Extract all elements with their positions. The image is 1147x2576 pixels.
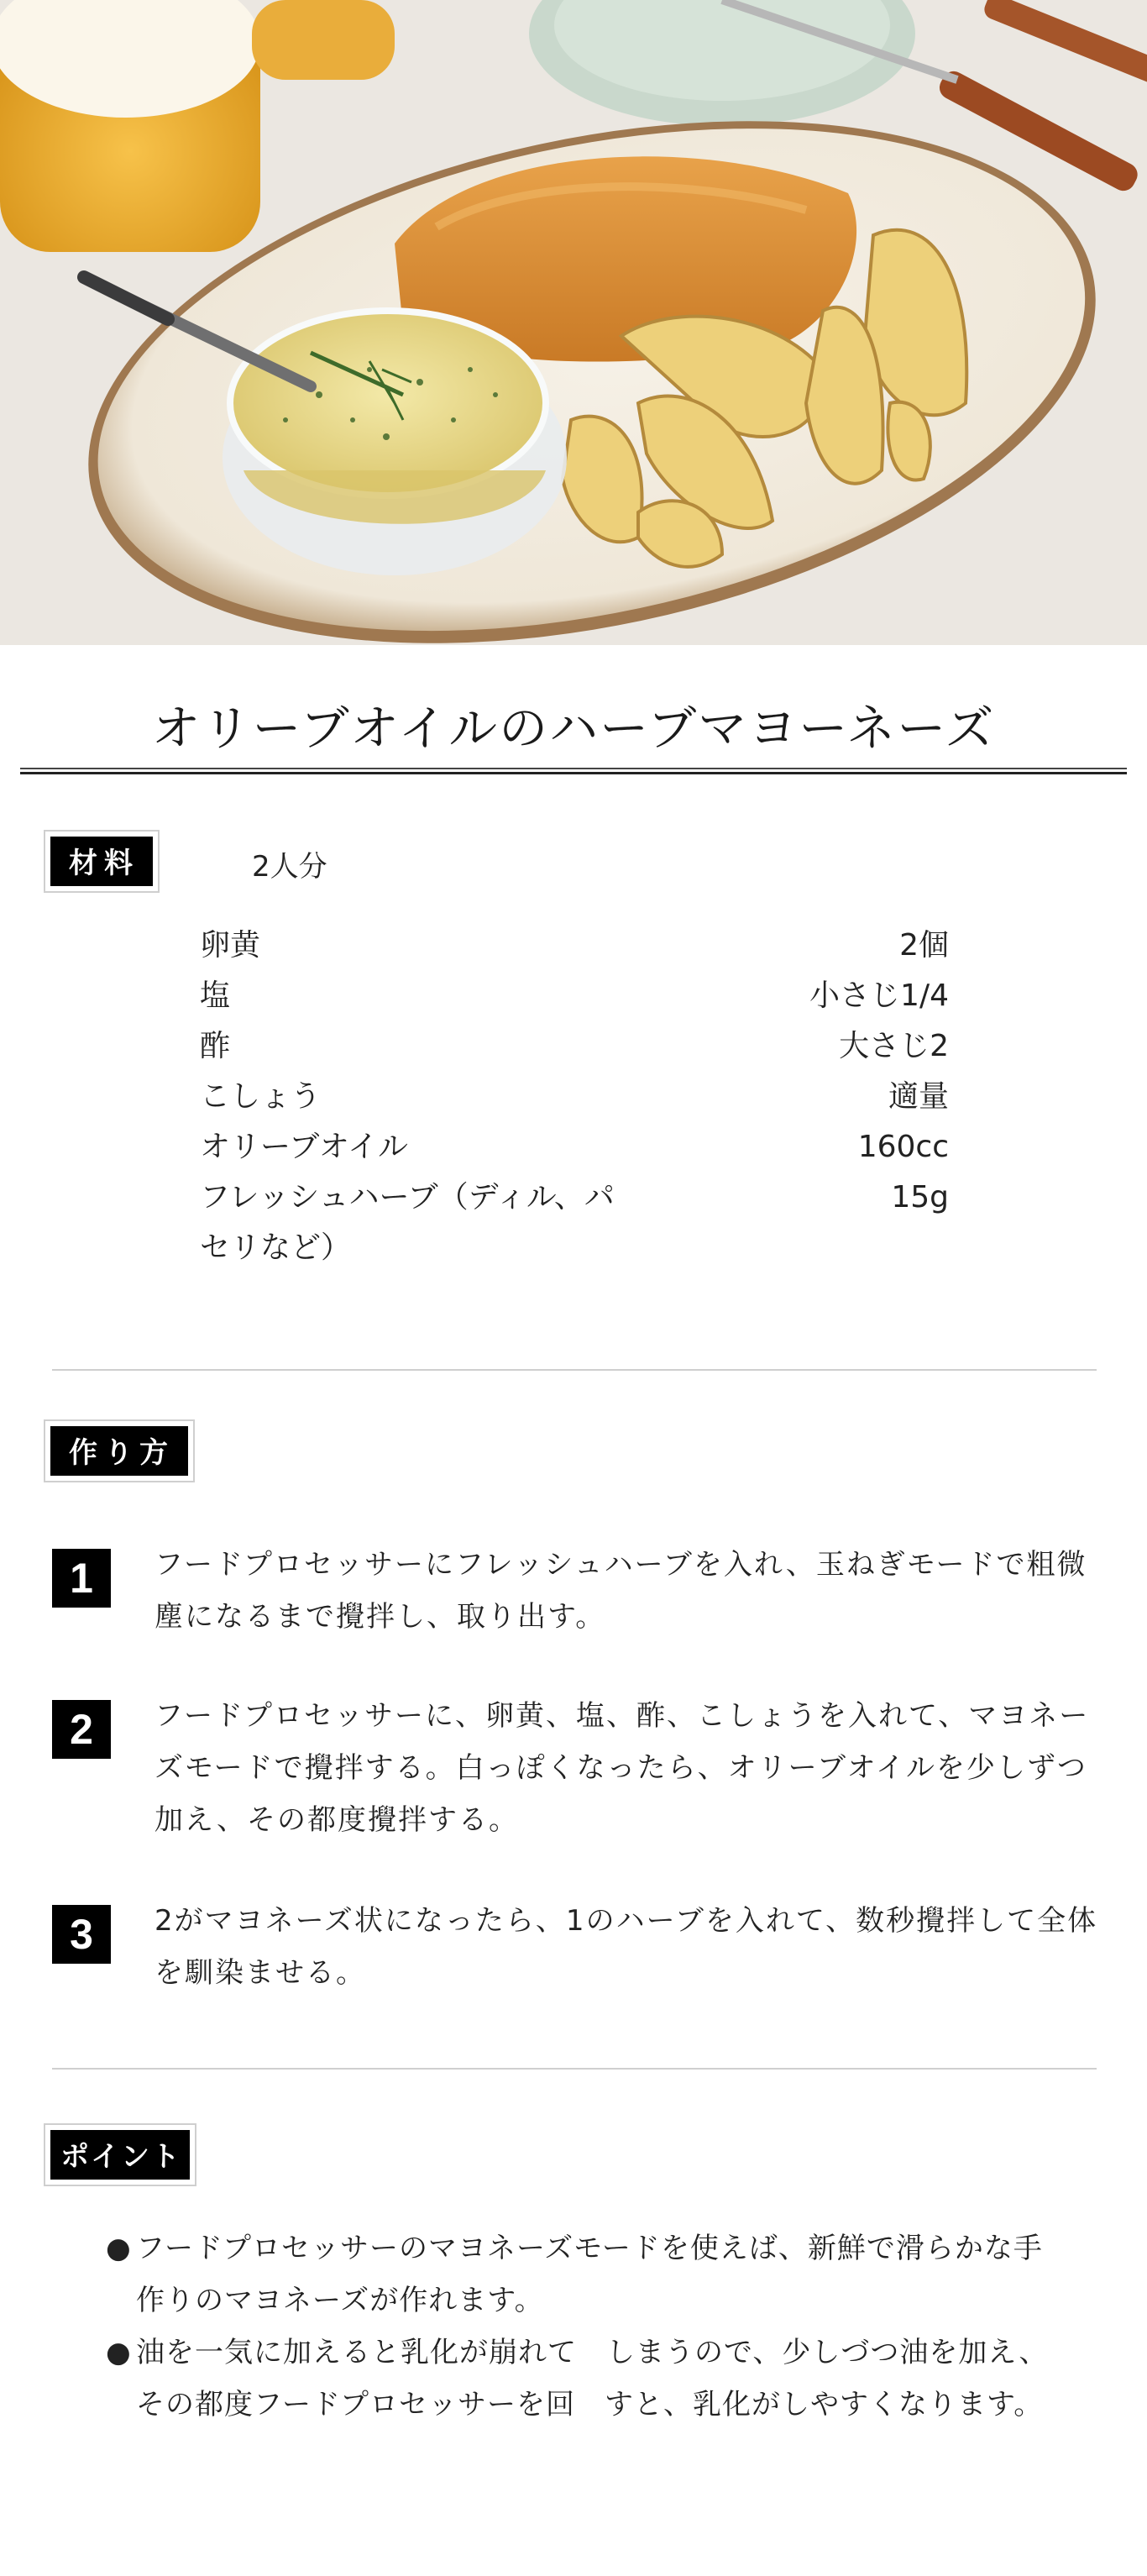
section-divider xyxy=(52,1369,1097,1371)
ingredient-row xyxy=(200,971,949,1021)
ingredients-label-box xyxy=(44,830,160,893)
ingredient-name: こしょう xyxy=(200,1079,322,1114)
recipe-title: オリーブオイルのハーブマヨーネーズ xyxy=(151,700,996,757)
ingredient-qty: 15g xyxy=(891,1180,949,1215)
servings: 2人分 xyxy=(252,850,327,884)
section-divider xyxy=(52,2068,1097,2070)
step-number: 3 xyxy=(52,1905,111,1964)
bullet-icon: ● xyxy=(106,2336,132,2369)
ingredient-name: フレッシュハーブ（ディル、パセリなど） xyxy=(200,1180,615,1265)
ingredient-row xyxy=(200,921,949,971)
method-label: 作り方 xyxy=(50,1426,188,1476)
step-text: 2がマヨネーズ状になったら、1のハーブを入れて、数秒攪拌して全体を馴染ませる。 xyxy=(155,1904,1098,1990)
title-underline xyxy=(20,768,1127,774)
ingredient-row xyxy=(200,1072,949,1122)
step-text: フードプロセッサーに、卵黄、塩、酢、こしょうを入れて、マヨネーズモードで攪拌する。白っぽくなったら、オリーブオイルを少しずつ加え、その都度攪拌する。 xyxy=(155,1699,1090,1837)
ingredient-name: 卵黄 xyxy=(200,928,261,963)
bullet-icon: ● xyxy=(106,2232,132,2265)
ingredient-row xyxy=(200,1021,949,1072)
ingredient-row xyxy=(200,1173,949,1273)
ingredient-qty: 2個 xyxy=(899,928,949,963)
dish-illustration xyxy=(0,0,1147,645)
ingredient-qty: 適量 xyxy=(888,1079,949,1114)
ingredient-name: 塩 xyxy=(200,978,231,1013)
ingredient-qty: 大さじ2 xyxy=(839,1029,949,1063)
ingredient-row xyxy=(200,1122,949,1173)
ingredient-name: オリーブオイル xyxy=(200,1130,409,1164)
method-label-box xyxy=(44,1419,195,1482)
ingredients-list xyxy=(200,921,949,1273)
step-text: フードプロセッサーにフレッシュハーブを入れ、玉ねぎモードで粗微塵になるまで攪拌し、取り出す。 xyxy=(155,1548,1087,1634)
ingredient-qty: 小さじ1/4 xyxy=(809,978,949,1013)
point-list xyxy=(106,2222,1071,2431)
ingredients-label: 材料 xyxy=(50,837,153,886)
point-item xyxy=(106,2327,1071,2431)
point-label-box xyxy=(44,2123,196,2186)
point-label: ポイント xyxy=(50,2130,190,2180)
step-number: 2 xyxy=(52,1700,111,1759)
point-text: 油を一気に加えると乳化が崩れて しまうので、少しづつ油を加え、その都度フードプロセッサーを回 すと、乳化がしやすくなります。 xyxy=(136,2336,1049,2421)
ingredient-name: 酢 xyxy=(200,1029,231,1063)
point-text: フードプロセッサーのマヨネーズモードを使えば、新鮮で滑らかな手作りのマヨネーズが作れます。 xyxy=(136,2232,1043,2317)
point-item xyxy=(106,2222,1071,2327)
step-number: 1 xyxy=(52,1549,111,1608)
hero-photo xyxy=(0,0,1147,645)
ingredient-qty: 160cc xyxy=(857,1130,949,1164)
